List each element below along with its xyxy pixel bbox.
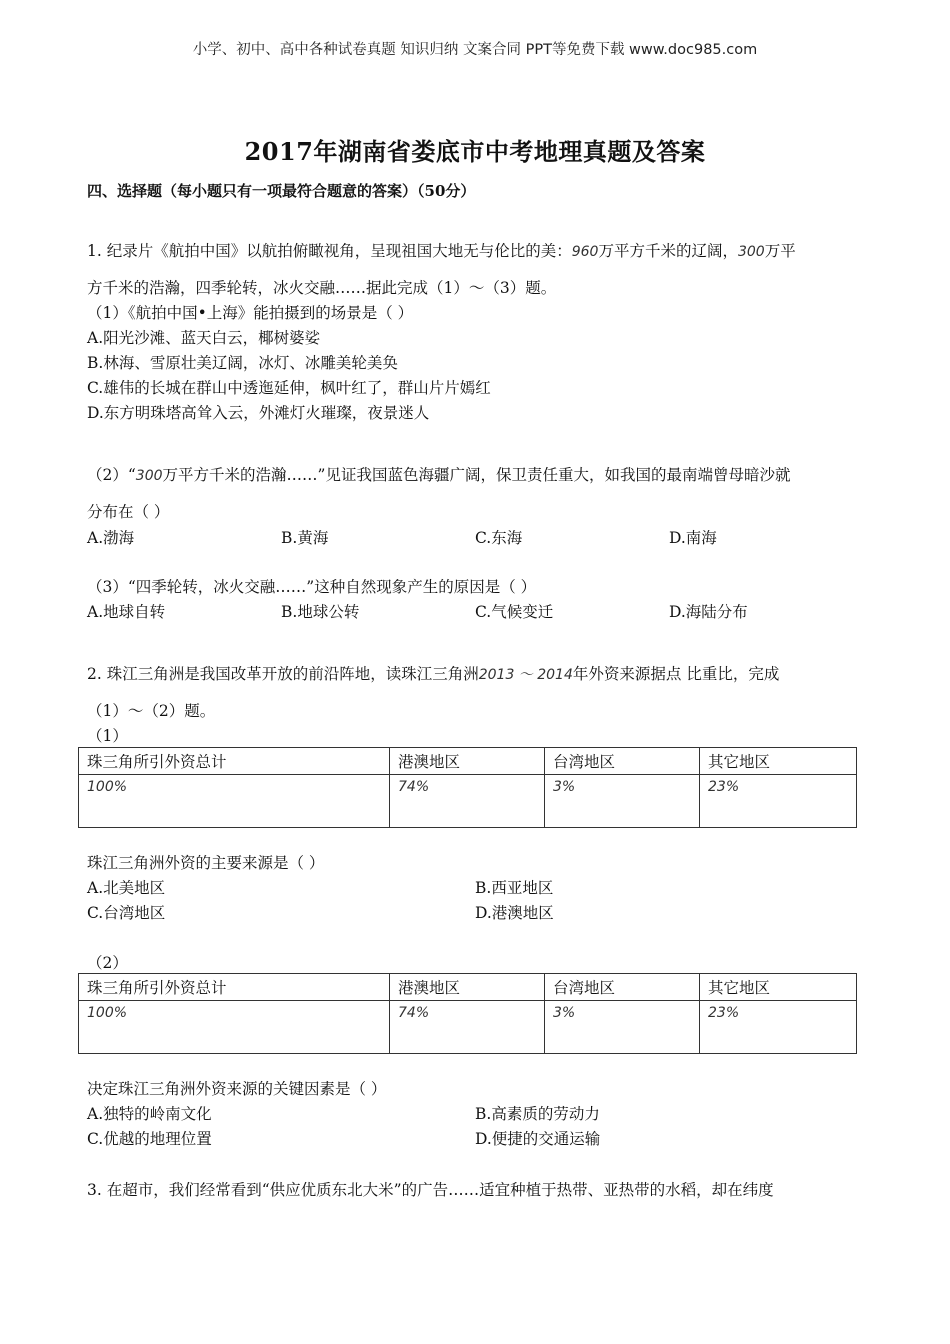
- page-header: 小学、初中、高中各种试卷真题 知识归纳 文案合同 PPT等免费下载 www.doc985.com: [192, 42, 758, 58]
- q1-1-option-c: C.雄伟的长城在群山中透迤延伸，枫叶红了，群山片片嫣红: [87, 379, 491, 397]
- q1-intro: [87, 239, 796, 261]
- q2-table-2: [78, 973, 857, 1054]
- q1-2-number: 300: [135, 468, 163, 484]
- q1-1-option-b: B.林海、雪原壮美辽阔，冰灯、冰雕美轮美奂: [87, 354, 398, 372]
- table-cell: 3%: [545, 1001, 700, 1054]
- table-header-cell: 其它地区: [700, 974, 857, 1001]
- table-row: [79, 1001, 857, 1054]
- q2-intro: [87, 662, 779, 684]
- table-header-cell: 台湾地区: [545, 974, 700, 1001]
- q2-2-option-b: B.高素质的劳动力: [475, 1105, 600, 1123]
- q2-2-option-d: D.便捷的交通运输: [475, 1130, 601, 1148]
- q1-2-option-b: B.黄海: [281, 529, 329, 547]
- q1-2-stem-a: （2）“: [87, 466, 136, 484]
- table-header-cell: 珠三角所引外资总计: [79, 748, 390, 775]
- q1-3-option-b: B.地球公转: [281, 603, 360, 621]
- q1-number-960: 960: [571, 244, 599, 260]
- q1-number-300: 300: [737, 244, 765, 260]
- table-header-row: [79, 974, 857, 1001]
- q2-intro-a: 2. 珠江三角洲是我国改革开放的前沿阵地，读珠江三角洲: [87, 665, 479, 683]
- q2-intro-line2: （1）～（2）题。: [87, 702, 216, 720]
- q3-intro: 3. 在超市，我们经常看到“供应优质东北大米”的广告……适宜种植于热带、亚热带的水稻，却在纬度: [87, 1181, 774, 1199]
- table-cell: 23%: [700, 1001, 857, 1054]
- table-header-cell: 其它地区: [700, 748, 857, 775]
- q2-1-option-a: A.北美地区: [87, 879, 166, 897]
- q2-2-option-a: A.独特的岭南文化: [87, 1105, 212, 1123]
- q1-3-option-a: A.地球自转: [87, 603, 166, 621]
- table-header-cell: 港澳地区: [390, 974, 545, 1001]
- table-row: [79, 775, 857, 828]
- q1-intro-b: 万平方千米的辽阔，: [598, 242, 738, 260]
- q1-2-stem: [87, 463, 790, 485]
- q1-2-option-c: C.东海: [475, 529, 523, 547]
- table-cell: 23%: [700, 775, 857, 828]
- q2-2-label: （2）: [87, 954, 128, 972]
- q2-1-option-d: D.港澳地区: [475, 904, 554, 922]
- q1-1-option-d: D.东方明珠塔高耸入云，外滩灯火璀璨，夜景迷人: [87, 404, 430, 422]
- q1-2-option-a: A.渤海: [87, 529, 135, 547]
- q1-3-stem: （3）“四季轮转，冰火交融……”这种自然现象产生的原因是（ ）: [87, 578, 537, 596]
- q2-table-1: [78, 747, 857, 828]
- q1-2-stem-b: 万平方千米的浩瀚……”见证我国蓝色海疆广阔，保卫责任重大，如我国的最南端曾母暗沙就: [162, 466, 791, 484]
- q2-1-option-b: B.西亚地区: [475, 879, 554, 897]
- table-header-row: [79, 748, 857, 775]
- q2-1-stem: 珠江三角洲外资的主要来源是（ ）: [87, 854, 325, 872]
- table-cell: 100%: [79, 775, 390, 828]
- table-header-cell: 台湾地区: [545, 748, 700, 775]
- q2-intro-b: 年外资来源据点 比重比，完成: [572, 665, 780, 683]
- q2-years: 2013 ～ 2014: [478, 667, 573, 683]
- page-title: 2017年湖南省娄底市中考地理真题及答案: [244, 137, 706, 166]
- q2-2-option-c: C.优越的地理位置: [87, 1130, 212, 1148]
- q2-1-label: （1）: [87, 727, 128, 745]
- q1-3-option-d: D.海陆分布: [669, 603, 748, 621]
- table-cell: 3%: [545, 775, 700, 828]
- table-cell: 74%: [390, 775, 545, 828]
- q1-3-option-c: C.气候变迁: [475, 603, 554, 621]
- table-header-cell: 港澳地区: [390, 748, 545, 775]
- q1-intro-c: 万平: [764, 242, 796, 260]
- q1-1-stem: （1）《航拍中国•上海》能拍摄到的场景是（ ）: [87, 304, 414, 322]
- q1-intro-a: 1. 纪录片《航拍中国》以航拍俯瞰视角，呈现祖国大地无与伦比的美：: [87, 242, 572, 260]
- q1-1-option-a: A.阳光沙滩、蓝天白云，椰树婆娑: [87, 329, 321, 347]
- q1-2-option-d: D.南海: [669, 529, 717, 547]
- q1-2-stem-line2: 分布在（ ）: [87, 503, 170, 521]
- q2-2-stem: 决定珠江三角洲外资来源的关键因素是（ ）: [87, 1080, 387, 1098]
- section-heading: 四、选择题（每小题只有一项最符合题意的答案）（50分）: [87, 182, 476, 200]
- q1-intro-line2: 方千米的浩瀚，四季轮转，冰火交融……据此完成（1）～（3）题。: [87, 279, 557, 297]
- table-cell: 74%: [390, 1001, 545, 1054]
- table-cell: 100%: [79, 1001, 390, 1054]
- q2-1-option-c: C.台湾地区: [87, 904, 166, 922]
- table-header-cell: 珠三角所引外资总计: [79, 974, 390, 1001]
